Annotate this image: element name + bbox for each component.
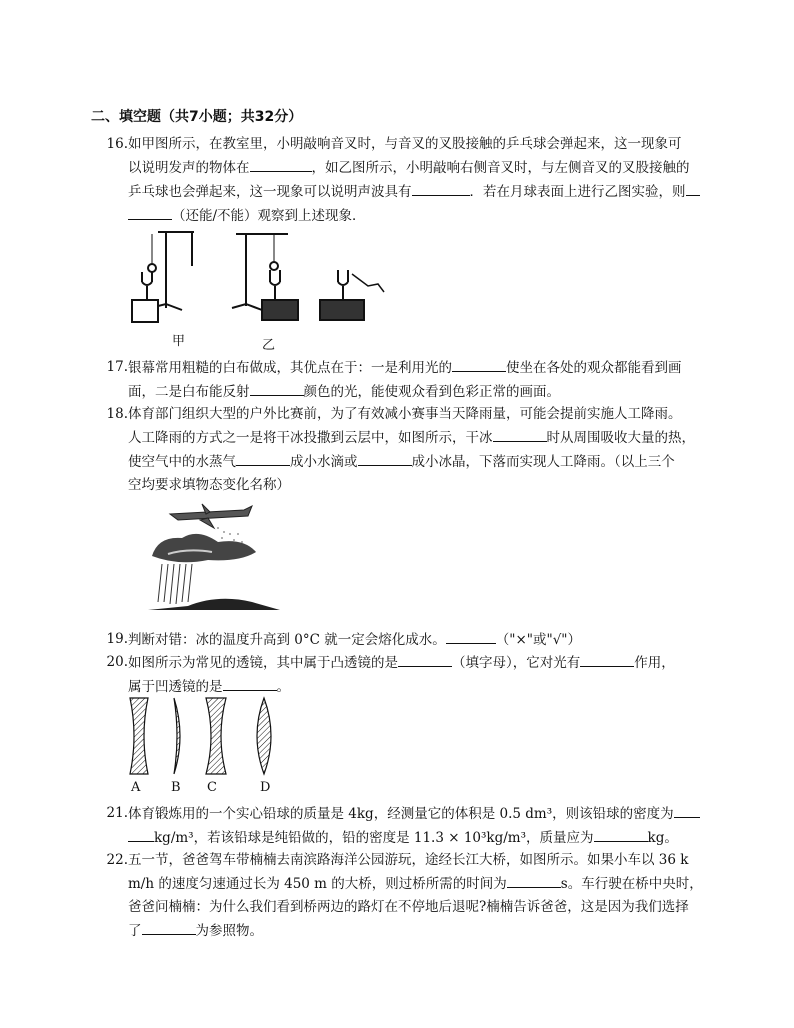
question-number: 19. xyxy=(106,631,128,647)
q16-line1: 如甲图所示，在教室里，小明敲响音叉时，与音叉的叉股接触的乒乓球会弹起来，这一现象可 xyxy=(128,136,682,152)
q17-line2: 面，二是白布能反射 颜色的光，能使观众看到色彩正常的画面。 xyxy=(128,380,718,404)
q21-line1: 体育锻炼用的一个实心铅球的质量是 4kg，经测量它的体积是 0.5 dm³，则该铅球的密度为 xyxy=(128,802,718,826)
answer-blank[interactable] xyxy=(223,675,277,691)
lens-label-c: C xyxy=(207,780,217,795)
section-title: 二、填空题（共7小题；共32分） xyxy=(91,109,303,125)
q16-line2: 以说明发声的物体在 ，如乙图所示，小明敲响右侧音叉时，与左侧音叉的叉股接触的 xyxy=(128,156,718,180)
answer-blank[interactable] xyxy=(507,872,561,888)
lens-a-shape xyxy=(130,698,148,774)
answer-blank[interactable] xyxy=(412,180,470,196)
lens-label-b: B xyxy=(171,780,181,795)
q22-line1: 五一节，爸爸驾车带楠楠去南滨路海洋公园游玩，途经长江大桥，如图所示。如果小车以 36 k xyxy=(128,852,689,868)
q22-line3: 爸爸问楠楠：为什么我们看到桥两边的路灯在不停地后退呢?楠楠告诉爸爸，这是因为我们选择 xyxy=(128,899,689,915)
q18-line1: 体育部门组织大型的户外比赛前，为了有效减小赛事当天降雨量，可能会提前实施人工降雨。 xyxy=(128,406,682,422)
answer-blank[interactable] xyxy=(493,426,547,442)
answer-blank[interactable] xyxy=(236,450,290,466)
q17-line1: 银幕常用粗糙的白布做成，其优点在于：一是利用光的 使坐在各处的观众都能看到画 xyxy=(128,356,718,380)
answer-blank[interactable] xyxy=(686,180,700,196)
lens-c-shape xyxy=(206,698,226,774)
question-19 xyxy=(98,628,718,652)
q18-line4: 空均要求填物态变化名称） xyxy=(128,477,290,493)
answer-blank[interactable] xyxy=(594,826,648,842)
question-number: 17. xyxy=(106,359,128,375)
q16-line4: （还能/不能）观察到上述现象． xyxy=(128,204,718,228)
question-21 xyxy=(98,802,718,850)
question-number: 20. xyxy=(106,654,128,670)
answer-blank[interactable] xyxy=(142,919,196,935)
question-number: 21. xyxy=(106,805,128,821)
q21-line2: kg/m³，若该铅球是纯铅做的，铅的密度是 11.3 × 10³kg/m³，质量应为 kg。 xyxy=(128,826,718,850)
answer-blank[interactable] xyxy=(128,204,172,220)
answer-blank[interactable] xyxy=(580,651,634,667)
q22-line4: 了 为参照物。 xyxy=(128,919,718,943)
figure-label-jia: 甲 xyxy=(172,334,186,349)
question-16 xyxy=(98,133,718,228)
lens-label-a: A xyxy=(131,780,141,795)
q16-line3: 乒乓球也会弹起来，这一现象可以说明声波具有 ．若在月球表面上进行乙图实验，则 xyxy=(128,180,718,204)
question-20 xyxy=(98,651,718,699)
answer-blank[interactable] xyxy=(398,651,452,667)
artificial-rain-figure xyxy=(148,498,280,616)
answer-blank[interactable] xyxy=(452,356,506,372)
question-22 xyxy=(98,849,718,943)
lens-d-shape xyxy=(257,698,271,774)
answer-blank[interactable] xyxy=(358,450,412,466)
q22-line2: m/h 的速度匀速通过长为 450 m 的大桥，则过桥所需的时间为 s。车行驶在桥中央时， xyxy=(128,872,718,896)
lens-b-shape xyxy=(174,698,180,774)
answer-blank[interactable] xyxy=(446,628,496,644)
q20-line2: 属于凹透镜的是 。 xyxy=(128,675,718,699)
lens-label-d: D xyxy=(260,780,271,795)
question-number: 16. xyxy=(106,136,128,152)
answer-blank[interactable] xyxy=(128,826,154,842)
lens-figure xyxy=(124,696,284,778)
q20-line1: 如图所示为常见的透镜，其中属于凸透镜的是 （填字母），它对光有 作用， xyxy=(128,651,718,675)
question-18 xyxy=(98,403,718,497)
tuning-fork-figure xyxy=(128,226,390,348)
question-17 xyxy=(98,356,718,404)
question-number: 22. xyxy=(106,852,128,868)
figure-label-yi: 乙 xyxy=(262,338,276,353)
answer-blank[interactable] xyxy=(250,156,312,172)
answer-blank[interactable] xyxy=(674,802,700,818)
q18-line3: 使空气中的水蒸气 成小水滴或 成小冰晶，下落而实现人工降雨。（以上三个 xyxy=(128,450,718,474)
question-number: 18. xyxy=(106,406,128,422)
answer-blank[interactable] xyxy=(250,380,304,396)
q19-line1: 判断对错：冰的温度升高到 0°C 就一定会熔化成水。 （"×"或"√"） xyxy=(128,628,718,652)
q18-line2: 人工降雨的方式之一是将干冰投撒到云层中，如图所示，干冰 时从周围吸收大量的热， xyxy=(128,426,718,450)
